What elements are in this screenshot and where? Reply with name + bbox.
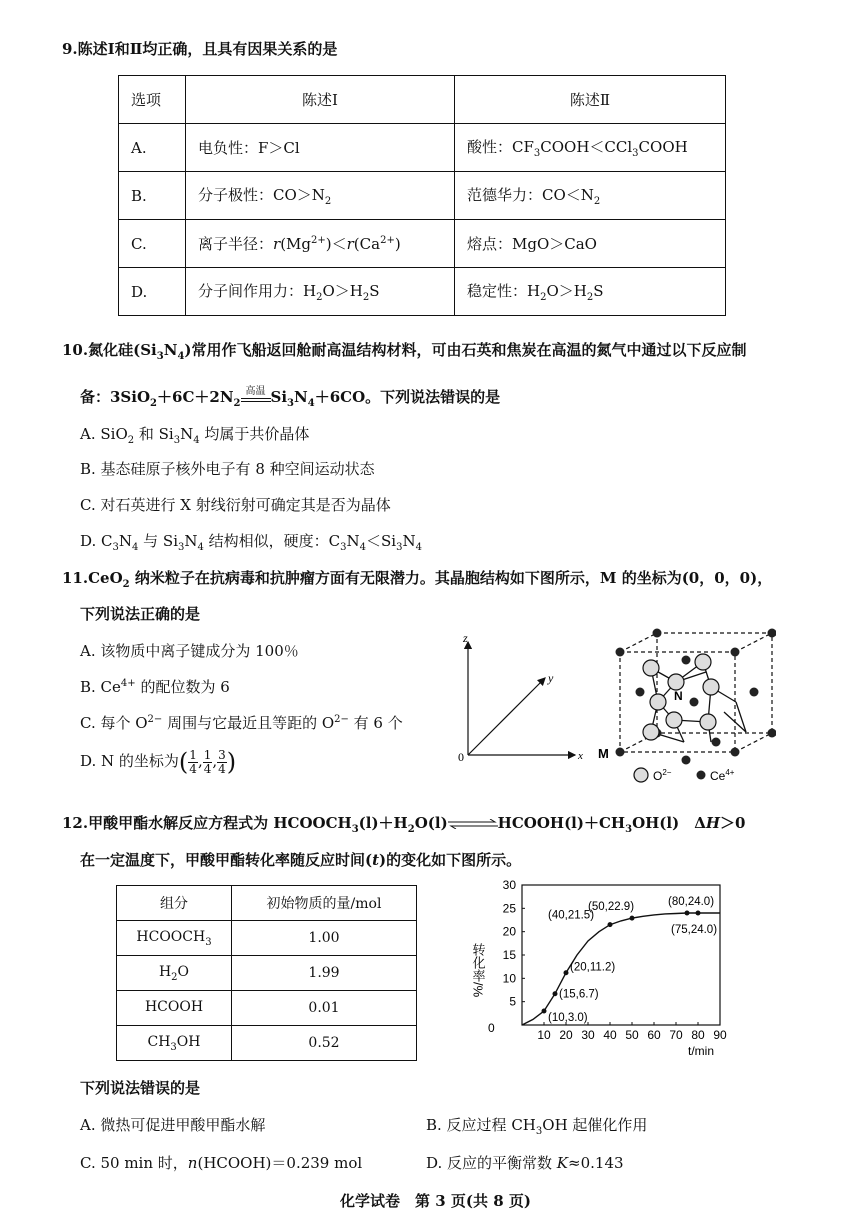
z-label: z	[463, 631, 468, 645]
q9-stem: 9.陈述Ⅰ和Ⅱ均正确，且具有因果关系的是	[62, 40, 338, 58]
y-axis	[468, 678, 545, 755]
legend-ce: $Ce^{4+}$	[710, 768, 735, 783]
amount: 0.52	[232, 1026, 417, 1061]
q11-option-b: B. $Ce^{4+}$ 的配位数为 6	[80, 678, 230, 696]
table-row	[117, 1026, 417, 1061]
statement-2: 酸性：$CF_3COOH<CCl_3COOH$	[455, 124, 726, 172]
y-axis-label: 转化率/%	[470, 943, 486, 998]
option-label: D.	[119, 268, 186, 316]
x-tick-label: 20	[559, 1028, 573, 1042]
x-tick-label: 50	[625, 1028, 639, 1042]
y-tick-label: 15	[502, 948, 516, 962]
page-footer: 化学试卷 第 3 页(共 8 页)	[340, 1192, 531, 1210]
amount: 0.01	[232, 991, 417, 1026]
x-tick-label: 10	[537, 1028, 551, 1042]
q10-stem-line2: 备：$3SiO_2+6C+2N_2$ 高温 $Si_3N_4+6CO$。下列说法错误的是	[80, 386, 501, 409]
y-label: y	[548, 671, 554, 685]
q11-stem-line2: 下列说法正确的是	[80, 605, 201, 623]
x-tick-label: 40	[603, 1028, 617, 1042]
q9-table	[118, 75, 726, 316]
fraction: $\frac{1}{4}$	[189, 747, 197, 776]
q12-table	[116, 885, 417, 1061]
header-statement-2: 陈述Ⅱ	[455, 76, 726, 124]
q12-option-b: B. 反应过程 $CH_3OH$ 起催化作用	[426, 1116, 648, 1137]
legend-o-icon	[634, 768, 648, 782]
table-row	[117, 956, 417, 991]
component: $H_2O$	[117, 956, 232, 991]
origin-label: 0	[458, 750, 464, 764]
table-row	[117, 991, 417, 1026]
q11-stem-line1: 11.CeO$_2$ 纳米粒子在抗病毒和抗肿瘤方面有无限潜力。其晶胞结构如下图所示，M 的坐标为(0，0，0)，	[62, 569, 773, 590]
table-header-row	[117, 886, 417, 921]
q10-option-b: B. 基态硅原子核外电子有 8 种空间运动状态	[80, 460, 375, 478]
header-initial-amount: 初始物质的量/mol	[232, 886, 417, 921]
q12-option-a: A. 微热可促进甲酸甲酯水解	[80, 1116, 266, 1134]
y-tick-label: 5	[509, 994, 516, 1009]
y-tick-label: 20	[502, 924, 516, 939]
equilibrium-arrow	[448, 815, 498, 833]
q11-option-a: A. 该物质中离子键成分为 100％	[80, 642, 299, 660]
q12-option-c: C. 50 min 时，n(HCOOH)＝0.239 mol	[80, 1154, 363, 1172]
x-tick-label: 90	[713, 1028, 727, 1042]
amount: 1.00	[232, 921, 417, 956]
table-row	[119, 220, 726, 268]
crystal-cell-diagram	[596, 622, 776, 787]
x-tick-label: 30	[581, 1028, 595, 1042]
table-header-row	[119, 76, 726, 124]
table-row	[119, 268, 726, 316]
data-label: (50,22.9)	[588, 901, 635, 914]
data-point	[630, 916, 635, 921]
statement-2: 熔点：MgO＞CaO	[455, 220, 726, 268]
q10-option-d: D. $C_3N_4$ 与 $Si_3N_4$ 结构相似，硬度：$C_3N_4<Si_3N_4$	[80, 532, 422, 553]
header-statement-1: 陈述Ⅰ	[186, 76, 455, 124]
option-label: C.	[119, 220, 186, 268]
axes-diagram	[450, 630, 600, 775]
q10-stem-line1: 10.氮化硅$(Si_3N_4)$常用作飞船返回舱耐高温结构材料，可由石英和焦炭在高温的氮气中通过以下反应制	[62, 341, 747, 362]
data-label: (40,21.5)	[548, 909, 595, 922]
component: $CH_3OH$	[117, 1026, 232, 1061]
option-label: A.	[119, 124, 186, 172]
statement-2: 范德华力：$CO<N_2$	[455, 172, 726, 220]
label-n: N	[674, 689, 683, 703]
x-tick-label: 60	[647, 1028, 661, 1042]
q12-stem-line1: 12.甲酸甲酯水解反应方程式为 $HCOOCH_3(l)+H_2O(l)$ $HCOOH(l)+CH_3OH(l)$ ΔH＞0	[62, 814, 746, 835]
q11-option-c: C. 每个 $O^{2-}$ 周围与它最近且等距的 $O^{2-}$ 有 6 个	[80, 714, 403, 732]
fraction: $\frac{1}{4}$	[203, 747, 212, 776]
data-point	[542, 1009, 547, 1014]
fraction: $\frac{3}{4}$	[218, 747, 226, 776]
statement-2: 稳定性：$H_2O>H_2S$	[455, 268, 726, 316]
q12-option-d: D. 反应的平衡常数 K≈0.143	[426, 1154, 624, 1172]
amount: 1.99	[232, 956, 417, 991]
q12-stem2: 下列说法错误的是	[80, 1079, 201, 1097]
y-tick-label: 10	[502, 971, 516, 986]
x-tick-label: 80	[691, 1028, 705, 1042]
header-option: 选项	[119, 76, 186, 124]
q10-option-a: A. SiO$_2$ 和 $Si_3N_4$ 均属于共价晶体	[80, 425, 310, 446]
statement-1: 电负性：F＞Cl	[186, 124, 455, 172]
data-point	[696, 911, 701, 916]
component: $HCOOCH_3$	[117, 921, 232, 956]
q11-option-d: D. N 的坐标为( $\frac{1}{4}$ , $\frac{1}{4}$ , $\frac{3}{4}$ )	[80, 747, 237, 776]
origin-tick: 0	[488, 1021, 495, 1035]
label-m: M	[598, 746, 609, 761]
statement-1: 分子极性：$CO>N_2$	[186, 172, 455, 220]
data-label: (15,6.7)	[559, 988, 599, 1001]
data-label: (80,24.0)	[668, 896, 715, 908]
x-axis-label: t/min	[688, 1044, 715, 1058]
option-label: B.	[119, 172, 186, 220]
conversion-chart	[470, 875, 740, 1065]
statement-1: 分子间作用力：$H_2O>H_2S$	[186, 268, 455, 316]
component: HCOOH	[117, 991, 232, 1026]
data-point	[553, 991, 558, 996]
table-row	[119, 124, 726, 172]
legend-ce-icon	[697, 771, 706, 780]
data-label: (20,11.2)	[570, 961, 616, 974]
ce-ions	[616, 629, 777, 765]
y-tick-label: 30	[502, 878, 516, 892]
table-row	[117, 921, 417, 956]
q10-option-c: C. 对石英进行 X 射线衍射可确定其是否为晶体	[80, 496, 391, 514]
data-point	[564, 970, 569, 975]
header-component: 组分	[117, 886, 232, 921]
data-label: (10,3.0)	[548, 1012, 588, 1024]
table-row	[119, 172, 726, 220]
statement-1: 离子半径：$r(Mg^{2+})<r(Ca^{2+})$	[186, 220, 455, 268]
data-point	[685, 911, 690, 916]
x-tick-label: 70	[669, 1028, 683, 1042]
q12-stem-line2: 在一定温度下，甲酸甲酯转化率随反应时间(t)的变化如下图所示。	[80, 851, 522, 869]
reaction-arrow: 高温	[241, 394, 271, 402]
x-label: x	[578, 750, 583, 762]
data-label: (75,24.0)	[671, 924, 718, 936]
data-point	[608, 922, 613, 927]
y-tick-label: 25	[502, 901, 516, 916]
legend-o: $O^{2-}$	[653, 768, 672, 783]
